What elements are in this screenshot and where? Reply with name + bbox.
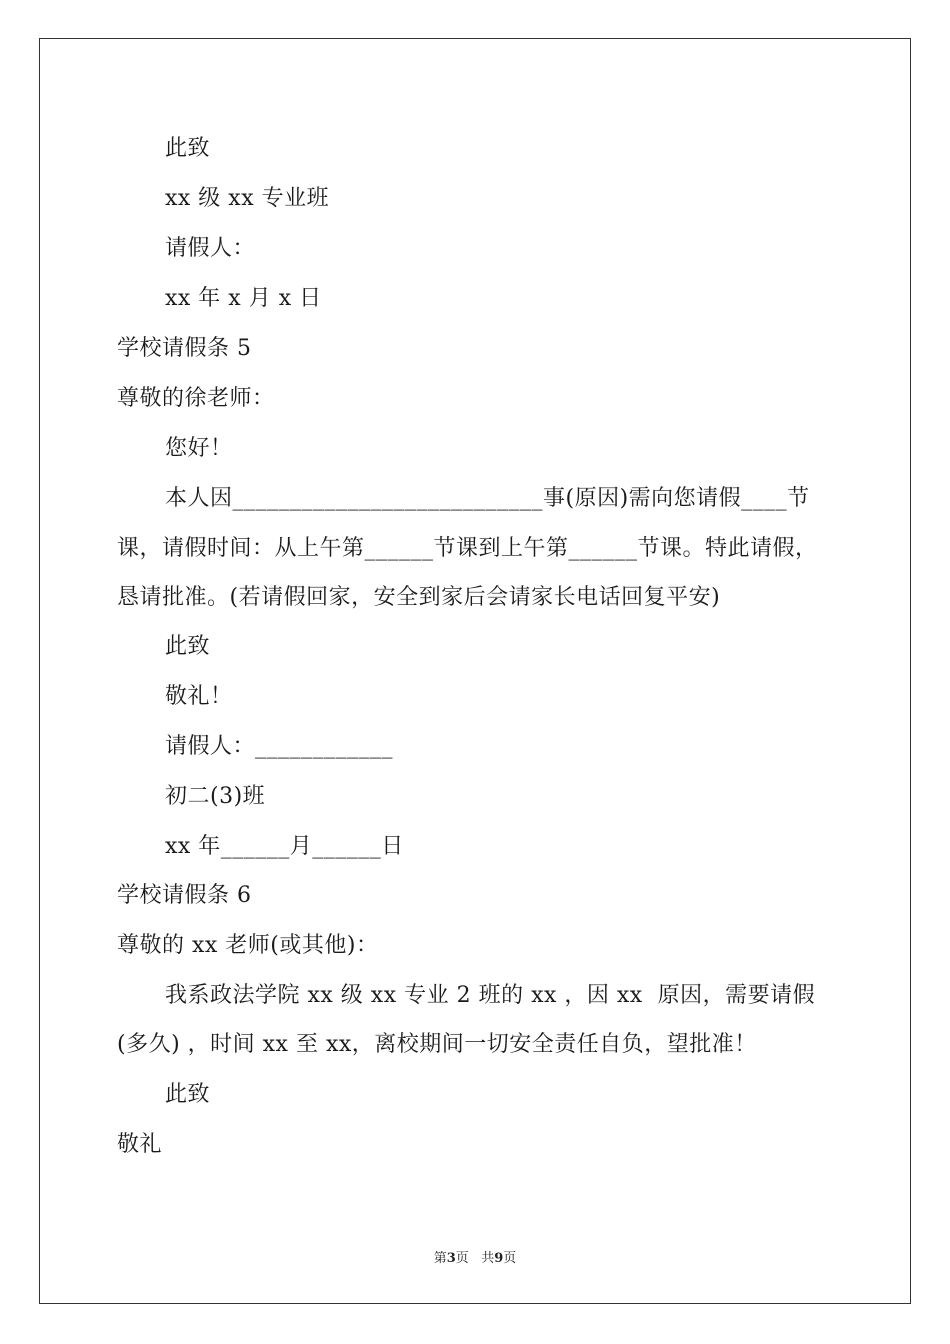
page-border — [39, 38, 911, 1304]
body-paragraph-line: (多久) ，时间 xx 至 xx，离校期间一切安全责任自负，望批准！ — [117, 1032, 757, 1057]
section-heading: 学校请假条 5 — [117, 336, 252, 361]
signer-line: 请假人：____________ — [165, 734, 394, 759]
class-line: 初二(3)班 — [165, 784, 266, 809]
salutation-line: 尊敬的徐老师： — [117, 386, 275, 411]
page-footer — [0, 1247, 950, 1266]
footer-middle: 页 共 — [455, 1251, 495, 1266]
regards-line: 敬礼！ — [165, 684, 233, 709]
date-line: xx 年______月______日 — [165, 834, 404, 859]
salutation-line: 尊敬的 xx 老师(或其他)： — [117, 933, 379, 958]
body-paragraph-line: 本人因___________________________事(原因)需向您请假____节 — [165, 486, 810, 511]
body-paragraph-line: 我系政法学院 xx 级 xx 专业 2 班的 xx ，因 xx 原因，需要请假 — [165, 983, 816, 1008]
body-paragraph-line: 恳请批准。(若请假回家，安全到家后会请家长电话回复平安) — [117, 585, 721, 610]
current-page-number: 3 — [446, 1251, 456, 1266]
signer-line: 请假人： — [165, 236, 256, 261]
section-heading: 学校请假条 6 — [117, 883, 252, 908]
footer-suffix: 页 — [503, 1251, 517, 1266]
regards-line: 敬礼 — [117, 1132, 163, 1157]
class-line: xx 级 xx 专业班 — [165, 186, 330, 211]
closing-line: 此致 — [165, 136, 211, 161]
total-page-number: 9 — [494, 1251, 504, 1266]
closing-line: 此致 — [165, 634, 211, 659]
date-line: xx 年 x 月 x 日 — [165, 286, 322, 311]
closing-line: 此致 — [165, 1082, 211, 1107]
greeting-line: 您好！ — [165, 436, 233, 461]
body-paragraph-line: 课，请假时间：从上午第______节课到上午第______节课。特此请假， — [117, 536, 818, 561]
footer-prefix: 第 — [433, 1251, 447, 1266]
